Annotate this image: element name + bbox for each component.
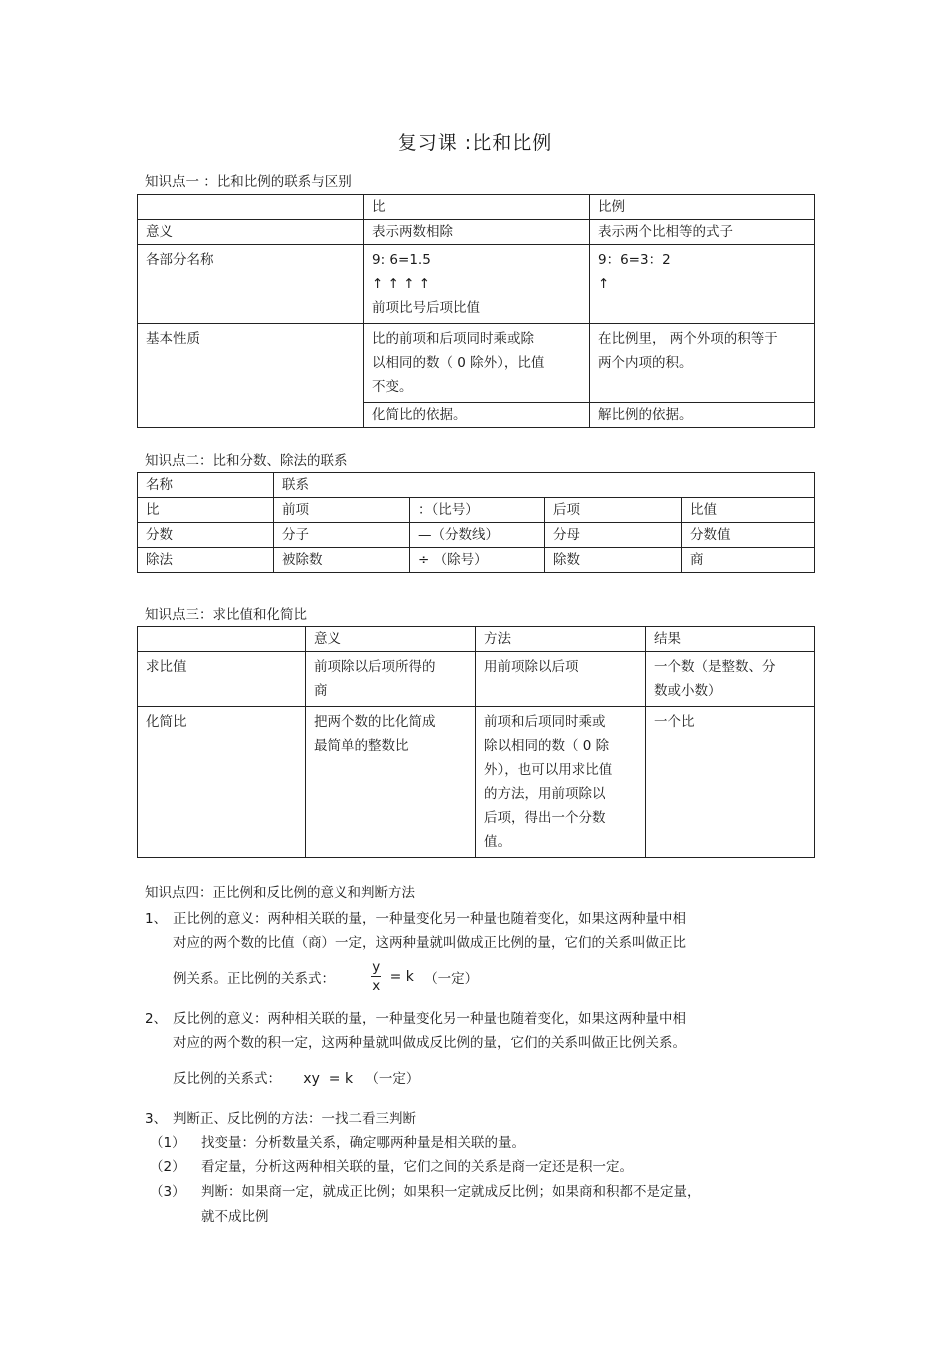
formula-label: 反比例的关系式： bbox=[173, 1071, 281, 1087]
table-cell: 求比值 bbox=[138, 652, 306, 707]
item-1-line-1: 正比例的意义：两种相关联的量，一种量变化另一种量也随着变化，如果这两种量中相 bbox=[173, 911, 686, 927]
cell-line: ↑ bbox=[598, 276, 610, 292]
item-2-line-2: 对应的两个数的积一定，这两种量就叫做成反比例的量，它们的关系叫做正比例关系。 bbox=[173, 1035, 686, 1051]
section-4-heading: 知识点四：正比例和反比例的意义和判断方法 bbox=[145, 885, 415, 901]
cell-line: 9：6=3：2 bbox=[598, 252, 671, 268]
cell-line: 前项除以后项所得的 bbox=[314, 659, 436, 675]
table-cell bbox=[306, 707, 476, 858]
table-cell: 表示两个比相等的式子 bbox=[590, 220, 815, 245]
table-cell: 基本性质 bbox=[138, 324, 364, 428]
table-cell bbox=[364, 245, 590, 324]
table-header-row bbox=[138, 473, 815, 498]
fraction-numerator: y bbox=[372, 959, 381, 975]
item-2-formula bbox=[173, 1067, 419, 1087]
step-3-text: 判断：如果商一定，就成正比例；如果积一定就成反比例；如果商和积都不是定量， bbox=[201, 1184, 701, 1200]
cell-line: 最简单的整数比 bbox=[314, 738, 409, 754]
header-cell: 意义 bbox=[306, 627, 476, 652]
item-1-number: 1、 bbox=[145, 911, 168, 927]
cell-line: 外），也可以用求比值 bbox=[484, 762, 613, 778]
header-cell: 结果 bbox=[646, 627, 815, 652]
item-2-number: 2、 bbox=[145, 1011, 168, 1027]
table-row bbox=[138, 324, 815, 403]
fraction-y-over-x bbox=[371, 958, 381, 995]
step-3-continuation: 就不成比例 bbox=[201, 1209, 269, 1225]
table-cell: ÷ （除号） bbox=[410, 548, 545, 573]
table-cell: 分母 bbox=[545, 523, 682, 548]
formula-equals-k: = k bbox=[389, 968, 414, 985]
table-cell: 除数 bbox=[545, 548, 682, 573]
table-cell: 分数值 bbox=[682, 523, 815, 548]
formula-note: （一定） bbox=[365, 1071, 420, 1087]
table-cell: 商 bbox=[682, 548, 815, 573]
table-header-row bbox=[138, 195, 815, 220]
table-cell: 意义 bbox=[138, 220, 364, 245]
table-row bbox=[138, 652, 815, 707]
table-cell: 被除数 bbox=[274, 548, 410, 573]
item-3-number: 3、 bbox=[145, 1111, 168, 1127]
table-ratio-value-simplify bbox=[137, 626, 815, 858]
table-row bbox=[138, 523, 815, 548]
header-cell: 名称 bbox=[138, 473, 274, 498]
table-cell: —（分数线） bbox=[410, 523, 545, 548]
step-2-text: 看定量，分析这两种相关联的量，它们之间的关系是商一定还是积一定。 bbox=[201, 1159, 633, 1175]
table-row bbox=[138, 707, 815, 858]
table-cell: 表示两数相除 bbox=[364, 220, 590, 245]
cell-line: 后项，得出一个分数 bbox=[484, 810, 606, 826]
formula-note: （一定） bbox=[424, 970, 479, 987]
cell-line: 9: 6=1.5 bbox=[372, 252, 431, 268]
cell-line: ↑ ↑ ↑ ↑ bbox=[372, 276, 431, 292]
step-1-number: （1） bbox=[150, 1135, 186, 1151]
cell-line: 数或小数） bbox=[654, 683, 722, 699]
cell-line: 用前项除以后项 bbox=[484, 659, 579, 675]
header-cell: 比例 bbox=[590, 195, 815, 220]
table-cell bbox=[476, 652, 646, 707]
table-header-row bbox=[138, 627, 815, 652]
header-cell: 联系 bbox=[274, 473, 815, 498]
table-cell bbox=[364, 324, 590, 403]
table-cell: 前项 bbox=[274, 498, 410, 523]
table-row bbox=[138, 245, 815, 324]
table-cell: ：（比号） bbox=[410, 498, 545, 523]
formula-xy-equals-k: xy = k bbox=[303, 1071, 354, 1087]
cell-line: 以相同的数（ 0 除外），比值 bbox=[372, 355, 545, 371]
table-cell: 化简比的依据。 bbox=[364, 403, 590, 428]
item-3-text: 判断正、反比例的方法：一找二看三判断 bbox=[173, 1111, 416, 1127]
table-cell bbox=[590, 245, 815, 324]
item-1-formula bbox=[173, 958, 478, 995]
item-2-line-1: 反比例的意义：两种相关联的量，一种量变化另一种量也随着变化，如果这两种量中相 bbox=[173, 1011, 686, 1027]
table-cell bbox=[646, 707, 815, 858]
cell-line: 两个内项的积。 bbox=[598, 355, 693, 371]
header-cell bbox=[138, 627, 306, 652]
table-row bbox=[138, 498, 815, 523]
section-2-heading: 知识点二：比和分数、除法的联系 bbox=[145, 453, 348, 469]
cell-line: 商 bbox=[314, 683, 328, 699]
cell-line: 值。 bbox=[484, 834, 511, 850]
table-row bbox=[138, 220, 815, 245]
section-1-heading: 知识点一 ：比和比例的联系与区别 bbox=[145, 174, 352, 190]
cell-line: 把两个数的比化简成 bbox=[314, 714, 436, 730]
step-1-text: 找变量：分析数量关系，确定哪两种量是相关联的量。 bbox=[201, 1135, 525, 1151]
table-cell: 后项 bbox=[545, 498, 682, 523]
table-cell: 解比例的依据。 bbox=[590, 403, 815, 428]
cell-line: 除以相同的数（ 0 除 bbox=[484, 738, 610, 754]
table-cell bbox=[590, 324, 815, 403]
table-row bbox=[138, 548, 815, 573]
header-cell: 方法 bbox=[476, 627, 646, 652]
cell-line: 的方法，用前项除以 bbox=[484, 786, 606, 802]
cell-line: 一个数（是整数、分 bbox=[654, 659, 776, 675]
table-cell bbox=[646, 652, 815, 707]
cell-line: 一个比 bbox=[654, 714, 695, 730]
formula-label: 例关系。正比例的关系式： bbox=[173, 970, 335, 987]
page-title: 复习课 :比和比例 bbox=[397, 132, 553, 154]
step-3-number: （3） bbox=[150, 1184, 186, 1200]
fraction-denominator: x bbox=[372, 978, 381, 994]
header-cell bbox=[138, 195, 364, 220]
table-ratio-proportion bbox=[137, 194, 815, 428]
cell-line: 比的前项和后项同时乘或除 bbox=[372, 331, 534, 347]
table-cell: 除法 bbox=[138, 548, 274, 573]
table-cell bbox=[306, 652, 476, 707]
cell-line: 前项比号后项比值 bbox=[372, 300, 480, 316]
table-cell: 分子 bbox=[274, 523, 410, 548]
table-ratio-fraction-division bbox=[137, 472, 815, 573]
item-1-line-2: 对应的两个数的比值（商）一定，这两种量就叫做成正比例的量，它们的关系叫做正比 bbox=[173, 935, 686, 951]
table-cell: 化简比 bbox=[138, 707, 306, 858]
table-cell bbox=[476, 707, 646, 858]
table-cell: 各部分名称 bbox=[138, 245, 364, 324]
table-cell: 分数 bbox=[138, 523, 274, 548]
step-2-number: （2） bbox=[150, 1159, 186, 1175]
cell-line: 不变。 bbox=[372, 379, 413, 395]
cell-line: 前项和后项同时乘或 bbox=[484, 714, 606, 730]
header-cell: 比 bbox=[364, 195, 590, 220]
cell-line: 在比例里， 两个外项的积等于 bbox=[598, 331, 778, 347]
table-cell: 比值 bbox=[682, 498, 815, 523]
section-3-heading: 知识点三：求比值和化简比 bbox=[145, 607, 307, 623]
table-cell: 比 bbox=[138, 498, 274, 523]
